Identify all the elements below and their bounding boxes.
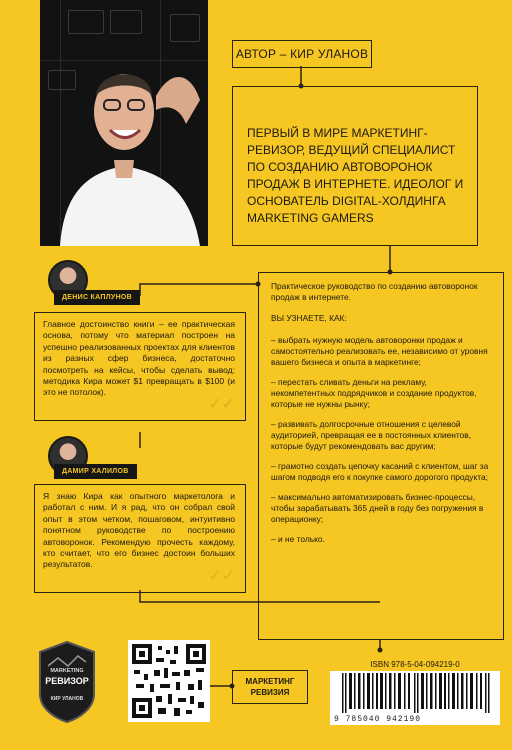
benefit-item: – перестать сливать деньги на рекламу, некомпетентных подрядчиков и создание продуктов, которые не нужны рынку; <box>271 376 477 410</box>
description-heading: ВЫ УЗНАЕТЕ, КАК: <box>271 313 347 324</box>
barcode-digits: 9 785040 942190 <box>334 715 422 724</box>
check-icon: ✓✓ <box>208 395 235 413</box>
review-text: Я знаю Кира как опытного маркетолога и работал с ним. И я рад, что он собрал свой опыт в этом четком, пошаговом, интуитивно понятном руководстве по построению автоворонок. Рекомендую прочесть каждому, кто считает, что его бизнес достоин больших результатов. <box>43 491 235 570</box>
series-line-1: МАРКЕТИНГ <box>245 677 295 686</box>
series-label <box>232 670 308 704</box>
author-bio-text: ПЕРВЫЙ В МИРЕ МАРКЕТИНГ-РЕВИЗОР, ВЕДУЩИЙ СПЕЦИАЛИСТ ПО СОЗДАНИЮ АВТОВОРОНОК ПРОДАЖ В ИНТЕРНЕТЕ. ИДЕОЛОГ И ОСНОВАТЕЛЬ DIGITAL-ХОЛДИНГА MARKETING GAMERS <box>247 126 464 225</box>
review-quote <box>34 312 246 421</box>
check-icon: ✓✓ <box>208 567 235 585</box>
badge-bottom-text: КИР УЛАНОВ <box>50 696 84 702</box>
benefit-list <box>271 335 493 546</box>
marketing-revizor-badge <box>36 640 98 724</box>
barcode <box>330 671 500 725</box>
review-quote <box>34 484 246 593</box>
badge-top-text: MARKETING <box>50 668 84 674</box>
isbn-text: ISBN 978-5-04-094219-0 <box>370 660 460 669</box>
benefit-item: – развивать долгосрочные отношения с целевой аудиторией, превращая ее в постоянных клиентов, которые будут рекомендовать вас другим; <box>271 418 472 452</box>
book-description <box>258 272 504 640</box>
badge-main-text: РЕВИЗОР <box>45 676 89 686</box>
benefit-item: – и не только. <box>271 533 325 544</box>
barcode-bars <box>342 673 492 713</box>
qr-code[interactable] <box>128 640 210 722</box>
description-intro: Практическое руководство по созданию автоворонок продаж в интернете. <box>271 281 478 303</box>
review-text: Главное достоинство книги – ее практическая основа, потому что материал построен на успешно реализованных проектах для клиентов из разных сфер бизнеса, достаточно посмотреть на кейсы, чтобы сделать вывод: методика Кира может $1 превращать в $100 (и это не потолок). <box>43 319 235 398</box>
author-label-text: АВТОР – КИР УЛАНОВ <box>235 47 369 61</box>
benefit-item: – выбрать нужную модель автоворонки продаж и самостоятельно реализовать ее, независимо от уровня вашего бизнеса и опыта в маркетинге; <box>271 334 488 368</box>
author-bio <box>232 86 478 246</box>
reviewer-name: ДАМИР ХАЛИЛОВ <box>54 464 137 479</box>
benefit-item: – грамотно создать цепочку касаний с клиентом, шаг за шагом подводя его к покупке самого дорогого продукта; <box>271 460 489 483</box>
reviewer-name: ДЕНИС КАПЛУНОВ <box>54 290 140 305</box>
barcode-block <box>330 660 500 740</box>
series-line-2: РЕВИЗИЯ <box>250 688 290 697</box>
author-label <box>232 40 372 68</box>
benefit-item: – максимально автоматизировать бизнес-процессы, чтобы зарабатывать 365 дней в году без погружения в операционку; <box>271 491 484 525</box>
